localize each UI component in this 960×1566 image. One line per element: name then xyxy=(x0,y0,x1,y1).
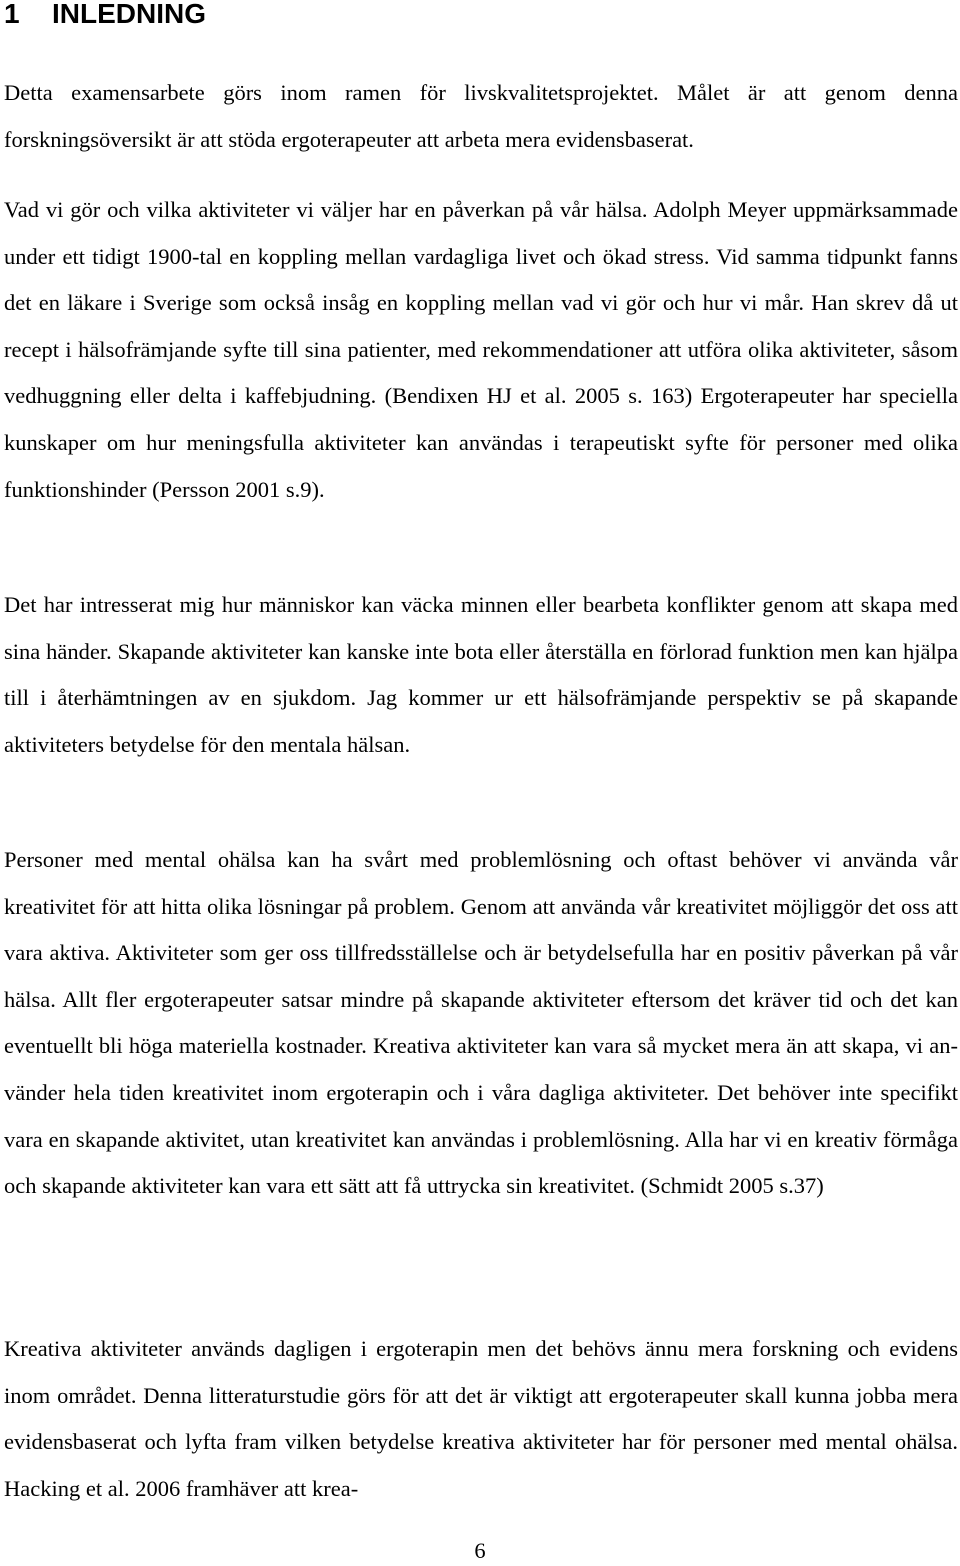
section-number: 1 xyxy=(4,0,20,29)
paragraph-background: Vad vi gör och vilka aktiviteter vi väljer har en påverkan på vår hälsa. Adolph Meyer uppmärksammade under ett tidigt 1900-tal en koppling mellan vardagliga livet och ökad stress. Vid samma tidpunkt fanns det en läkare i Sverige som också insåg en koppling mellan vad vi gör och hur vi mår. Han skrev då ut recept i hälsofrämjande syfte till sina patienter, med rekommendationer att utföra olika aktiviteter, såsom vedhuggning eller delta i kaffebjudning. (Bendixen HJ et al. 2005 s. 163) Ergoterapeuter har speciella kunskaper om hur meningsfulla aktiviteter kan användas i terapeutiskt syfte för personer med olika funktionshinder (Persson 2001 s.9). xyxy=(4,197,958,502)
section-heading xyxy=(4,0,206,32)
paragraph-motivation: Det har intresserat mig hur människor kan väcka minnen eller bearbeta konflikter genom att skapa med sina händer. Skapande aktiviteter kan kanske inte bota eller återställa en förlorad funktion men kan hjälpa till i återhämtningen av en sjukdom. Jag kommer ur ett hälsofrämjande perspektiv se på skapande aktiviteters betydelse för den mentala hälsan. xyxy=(4,592,958,757)
paragraph-purpose: Kreativa aktiviteter används dagligen i ergoterapin men det behövs ännu mera forskning och evidens inom området. Denna litteraturstudie görs för att det är viktigt att ergoterapeuter skall kunna jobba mera evidensbaserat och lyfta fram vilken betydelse kreativa aktiviteter har för personer med mental ohälsa. Hacking et al. 2006 framhäver att krea- xyxy=(4,1336,958,1501)
paragraph-intro: Detta examensarbete görs inom ramen för livskvalitetsprojektet. Målet är att genom denna forskningsöversikt är att stöda ergoterapeuter att arbeta mera evidensbaserat. xyxy=(4,80,958,152)
paragraph-creativity: Personer med mental ohälsa kan ha svårt med problemlösning och oftast behöver vi använda vår kreativitet för att hitta olika lösningar på problem. Genom att använda vår kreativitet möjliggör det oss att vara aktiva. Aktiviteter som ger oss tillfredsställelse och är betydelsefulla har en positiv påverkan på vår hälsa. Allt fler ergoterapeuter satsar mindre på skapande aktiviteter eftersom det kräver tid och det kan eventuellt bli höga materiella kostnader. Kreativa aktiviteter kan vara så mycket mera än att skapa, vi använder hela tiden kreativitet inom ergoterapin och i våra dagliga aktiviteter. Det behöver inte specifikt vara en skapande aktivitet, utan kreativitet kan användas i problemlösning. Alla har vi en kreativ förmåga och skapande aktiviteter kan vara ett sätt att få uttrycka sin kreativitet. (Schmidt 2005 s.37) xyxy=(4,847,958,1199)
section-title: INLEDNING xyxy=(52,0,206,29)
page-number: 6 xyxy=(474,1538,486,1563)
